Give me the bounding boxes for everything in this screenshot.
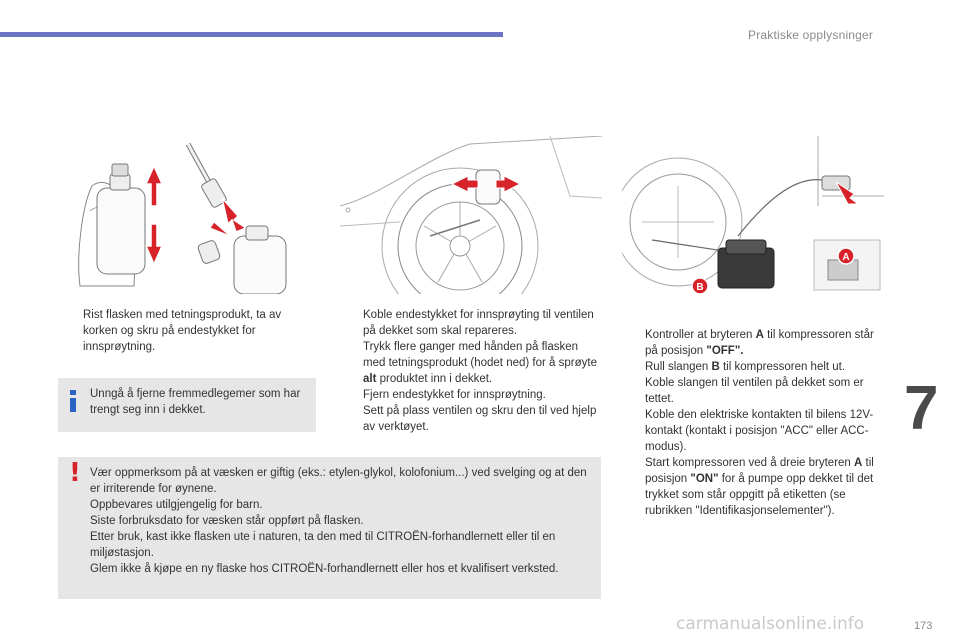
step-bold: "OFF". (706, 345, 744, 357)
step-text: Sett på plass ventilen og skru den til ved hjelp av verktøyet. (363, 405, 597, 433)
info-box (58, 378, 316, 432)
warning-box (58, 457, 601, 599)
step-text: Koble endestykket for innsprøyting til ventilen på dekket som skal repareres. (363, 309, 594, 337)
step-text: Trykk flere ganger med hånden på flasken med tetningsprodukt (hodet ned) for å sprøyte (363, 341, 597, 369)
col3-step-list (622, 327, 886, 519)
warning-icon: ! (69, 458, 81, 488)
step-text: Rull slangen (645, 361, 712, 373)
step-text: Rist flasken med tetningsprodukt, ta av korken og skru på endestykket for innsprøytning. (83, 309, 282, 353)
section-title: Praktiske opplysninger (748, 28, 874, 42)
warning-line: Glem ikke å kjøpe en ny flaske hos CITROËN-forhandlernett eller hos et kvalifisert verksted. (90, 563, 559, 575)
list-item (340, 387, 602, 403)
step-bold: "ON" (690, 473, 719, 485)
illustration-bottle (62, 136, 317, 294)
warning-line: Etter bruk, kast ikke flasken ute i naturen, ta den med til CITROËN-forhandlernett eller til en miljøstasjon. (90, 531, 556, 559)
warning-line: Siste forbruksdato for væsken står oppført på flasken. (90, 515, 364, 527)
chapter-number: 7 (904, 374, 939, 443)
col1-steps (60, 307, 300, 355)
list-item (622, 375, 886, 407)
step-bold: A (755, 329, 764, 341)
step-text: til posisjon (645, 457, 874, 485)
step-bold: alt (363, 373, 377, 385)
col2-steps (340, 307, 602, 435)
step-text: Start kompressoren ved å dreie bryteren (645, 457, 855, 469)
warning-line: Vær oppmerksom på at væsken er giftig (eks.: etylen-glykol, kolofonium...) ved svelging og at den er irriterende for øynene. (90, 467, 587, 495)
list-item (60, 307, 300, 355)
list-item (622, 359, 886, 375)
step-bold: A (854, 457, 863, 469)
step-text: Koble den elektriske kontakten til bilens 12V-kontakt (kontakt i posisjon "ACC" eller ACC-modus). (645, 409, 874, 453)
list-item (340, 339, 602, 387)
info-icon (70, 390, 76, 412)
page-number: 173 (914, 620, 933, 632)
col2-step-list (340, 307, 602, 435)
list-item (622, 455, 886, 519)
step-text: Kontroller at bryteren (645, 329, 756, 341)
step-text: Koble slangen til ventilen på dekket som er tettet. (645, 377, 864, 405)
warning-line: Oppbevares utilgjengelig for barn. (90, 499, 263, 511)
watermark: carmanualsonline.info (676, 614, 865, 634)
label-a: A (842, 252, 850, 263)
wheel-drawing (340, 136, 602, 294)
list-item (340, 403, 602, 435)
col1-step-list (60, 307, 300, 355)
step-text: produktet inn i dekket. (376, 373, 493, 385)
info-text: Unngå å fjerne fremmedlegemer som har trengt seg inn i dekket. (90, 388, 301, 416)
step-text: for å pumpe opp dekket til det trykket som står oppgitt på etiketten (se rubrikken "Identifikasjonselementer"). (645, 473, 874, 517)
list-item (340, 307, 602, 339)
label-b: B (696, 282, 704, 293)
compressor-drawing (622, 136, 884, 294)
warning-text (90, 465, 595, 577)
illustration-compressor (622, 136, 884, 294)
list-item (622, 327, 886, 359)
list-item (622, 407, 886, 455)
bottle-drawing (62, 136, 317, 294)
step-text: til kompressoren helt ut. (719, 361, 846, 373)
step-bold: B (711, 361, 720, 373)
header-accent-bar (0, 32, 503, 37)
illustration-wheel (340, 136, 602, 294)
step-text: til kompressoren står på posisjon (645, 329, 874, 357)
col3-steps (622, 327, 886, 519)
step-text: Fjern endestykket for innsprøytning. (363, 389, 546, 401)
